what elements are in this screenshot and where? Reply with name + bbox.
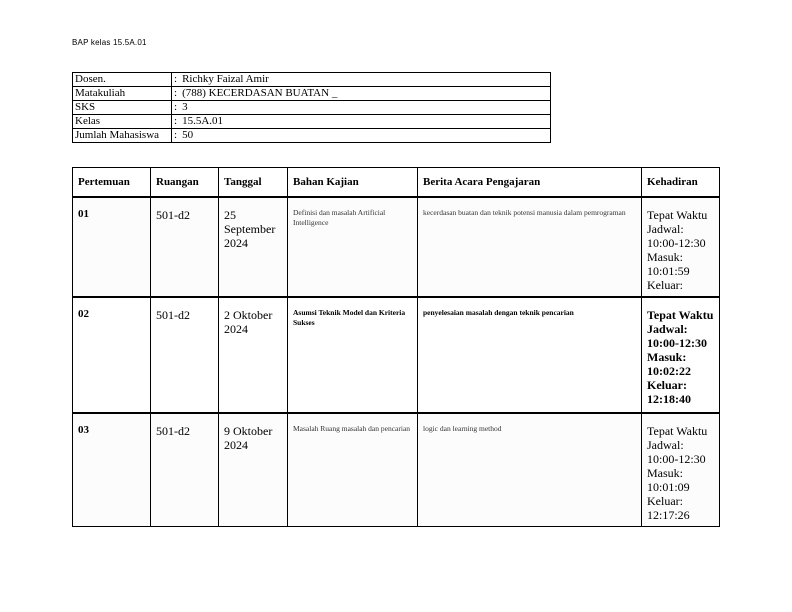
info-value: 3 <box>182 101 188 113</box>
cell-bahan-kajian: Definisi dan masalah Artificial Intelligence <box>288 197 418 297</box>
attendance-table <box>72 167 720 527</box>
attendance-status: Tepat Waktu <box>647 208 708 222</box>
header-bahan-kajian: Bahan Kajian <box>288 168 418 198</box>
info-value: 50 <box>182 129 194 141</box>
header-ruangan: Ruangan <box>151 168 219 198</box>
cell-berita-acara: logic dan learning method <box>418 413 642 527</box>
cell-tanggal: 2 Oktober 2024 <box>219 297 288 413</box>
cell-ruangan: 501-d2 <box>151 297 219 413</box>
attendance-status: Tepat Waktu <box>647 308 714 322</box>
attendance-keluar: Keluar: 12:17:26 <box>647 494 690 522</box>
table-row <box>73 297 720 413</box>
attendance-keluar: Keluar: <box>647 278 683 292</box>
info-row-jumlah-mahasiswa: Jumlah Mahasiswa : 50 <box>73 129 551 143</box>
info-row-dosen: Dosen. : Richky Faizal Amir <box>73 73 551 87</box>
cell-berita-acara: penyelesaian masalah dengan teknik pencarian <box>418 297 642 413</box>
cell-ruangan: 501-d2 <box>151 197 219 297</box>
cell-kehadiran <box>642 297 720 413</box>
info-label: Dosen. <box>73 73 172 87</box>
cell-bahan-kajian: Asumsi Teknik Model dan Kriteria Sukses <box>288 297 418 413</box>
table-header-row <box>73 168 720 198</box>
header-kehadiran: Kehadiran <box>642 168 720 198</box>
cell-pertemuan: 03 <box>73 413 151 527</box>
info-value: Richky Faizal Amir <box>182 73 269 85</box>
info-row-sks: SKS : 3 <box>73 101 551 115</box>
cell-berita-acara: kecerdasan buatan dan teknik potensi manusia dalam pemrograman <box>418 197 642 297</box>
attendance-masuk: Masuk: 10:01:09 <box>647 466 690 494</box>
info-label: SKS <box>73 101 172 115</box>
cell-bahan-kajian: Masalah Ruang masalah dan pencarian <box>288 413 418 527</box>
attendance-masuk: Masuk: 10:01:59 <box>647 250 690 278</box>
table-row <box>73 197 720 297</box>
info-value: (788) KECERDASAN BUATAN _ <box>182 87 338 99</box>
info-label: Matakuliah <box>73 87 172 101</box>
cell-pertemuan: 01 <box>73 197 151 297</box>
header-berita-acara: Berita Acara Pengajaran <box>418 168 642 198</box>
header-tanggal: Tanggal <box>219 168 288 198</box>
attendance-status: Tepat Waktu <box>647 424 708 438</box>
cell-kehadiran <box>642 197 720 297</box>
info-value: 15.5A.01 <box>182 115 224 127</box>
attendance-jadwal: Jadwal: 10:00-12:30 <box>647 222 706 250</box>
info-row-matakuliah: Matakuliah : (788) KECERDASAN BUATAN _ <box>73 87 551 101</box>
header-pertemuan: Pertemuan <box>73 168 151 198</box>
cell-pertemuan: 02 <box>73 297 151 413</box>
cell-tanggal: 25 September 2024 <box>219 197 288 297</box>
info-row-kelas: Kelas : 15.5A.01 <box>73 115 551 129</box>
course-info-table <box>72 72 551 143</box>
attendance-jadwal: Jadwal: 10:00-12:30 <box>647 438 706 466</box>
info-label: Kelas <box>73 115 172 129</box>
attendance-keluar: Keluar: 12:18:40 <box>647 378 691 406</box>
document-title: BAP kelas 15.5A.01 <box>72 38 147 47</box>
attendance-masuk: Masuk: 10:02:22 <box>647 350 691 378</box>
attendance-jadwal: Jadwal: 10:00-12:30 <box>647 322 707 350</box>
cell-tanggal: 9 Oktober 2024 <box>219 413 288 527</box>
table-row <box>73 413 720 527</box>
cell-kehadiran <box>642 413 720 527</box>
cell-ruangan: 501-d2 <box>151 413 219 527</box>
info-label: Jumlah Mahasiswa <box>73 129 172 143</box>
